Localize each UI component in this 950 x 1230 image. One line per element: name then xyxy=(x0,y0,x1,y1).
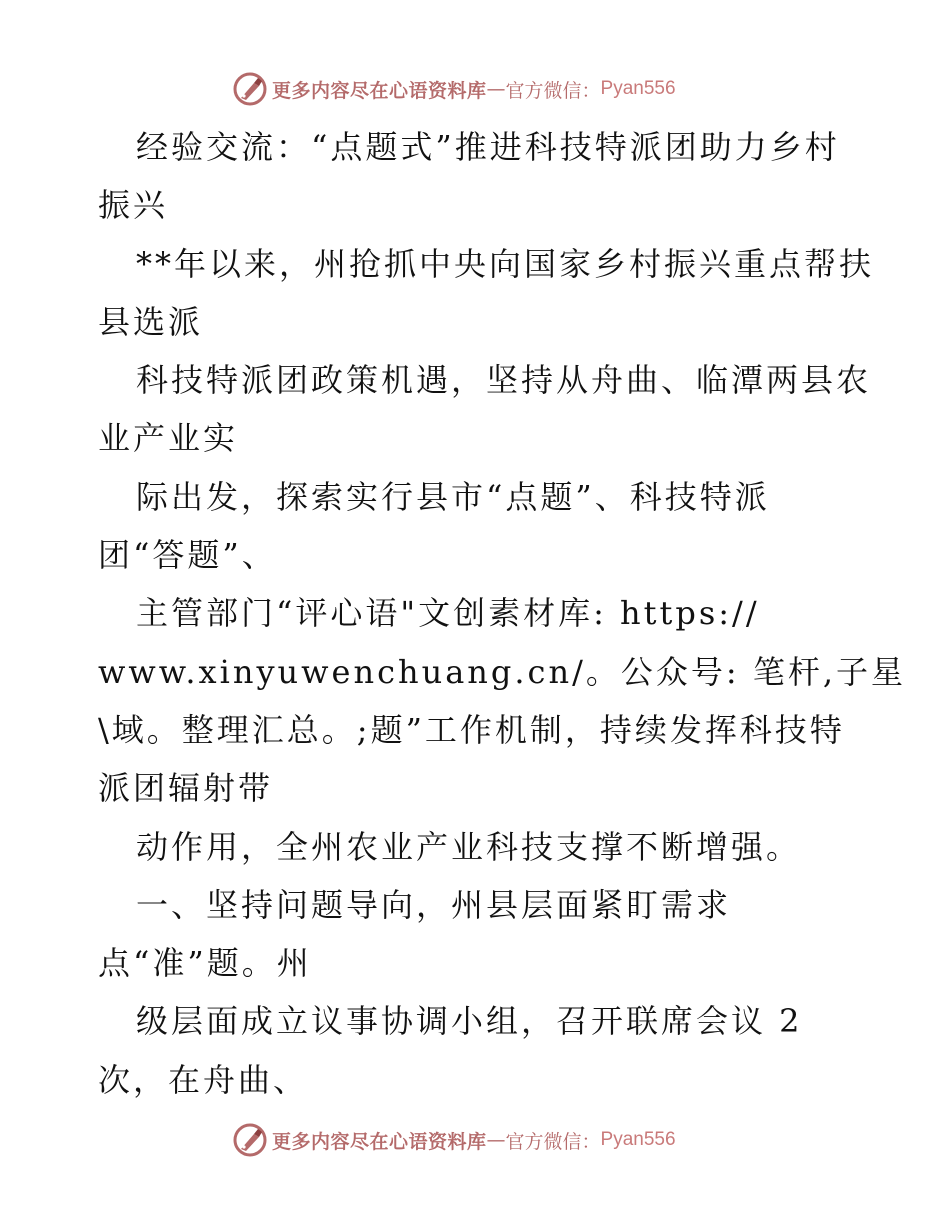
text-line: 一、坚持问题导向，州县层面紧盯需求 xyxy=(136,885,732,924)
watermark-contact-label: 官方微信： xyxy=(505,79,601,102)
header-watermark xyxy=(232,67,676,111)
watermark-main-text: 更多内容尽在心语资料库 xyxy=(272,79,487,102)
watermark-main-text: 更多内容尽在心语资料库 xyxy=(272,1130,487,1153)
text-line: 际出发，探索实行县市“点题”、科技特派 xyxy=(136,477,770,516)
text-line: 主管部门“评心语"文创素材库: https:// xyxy=(136,594,760,633)
text-line: 业产业实 xyxy=(98,419,239,458)
watermark-dash: — xyxy=(486,1129,506,1151)
text-line: 振兴 xyxy=(98,186,169,225)
text-line: 科技特派团政策机遇，坚持从舟曲、临潭两县农 xyxy=(136,361,872,400)
text-line: 派团辐射带 xyxy=(98,769,274,808)
watermark-handle: Pyan556 xyxy=(600,78,676,99)
watermark-contact-label: 官方微信： xyxy=(505,1130,601,1153)
text-line: 县选派 xyxy=(98,302,204,341)
text-line: 经验交流：“点题式”推进科技特派团助力乡村 xyxy=(136,128,840,166)
pen-nib-icon xyxy=(232,1122,268,1158)
text-line: 次，在舟曲、 xyxy=(98,1060,309,1099)
footer-watermark xyxy=(232,1118,676,1162)
text-line: www.xinyuwenchuang.cn/。公众号: 笔杆,子星 xyxy=(98,652,906,691)
text-line: 点“准”题。州 xyxy=(98,944,312,983)
text-line: 级层面成立议事协调小组，召开联席会议 2 xyxy=(136,1002,803,1041)
text-line: 动作用，全州农业产业科技支撑不断增强。 xyxy=(136,827,802,866)
text-line: **年以来，州抢抓中央向国家乡村振兴重点帮扶 xyxy=(136,244,875,283)
text-line: \域。整理汇总。;题”工作机制，持续发挥科技特 xyxy=(98,710,845,749)
watermark-handle: Pyan556 xyxy=(600,1129,676,1150)
text-line: 团“答题”、 xyxy=(98,536,277,575)
document-body xyxy=(98,118,906,1109)
watermark-dash: — xyxy=(486,78,506,100)
pen-nib-icon xyxy=(232,71,268,107)
